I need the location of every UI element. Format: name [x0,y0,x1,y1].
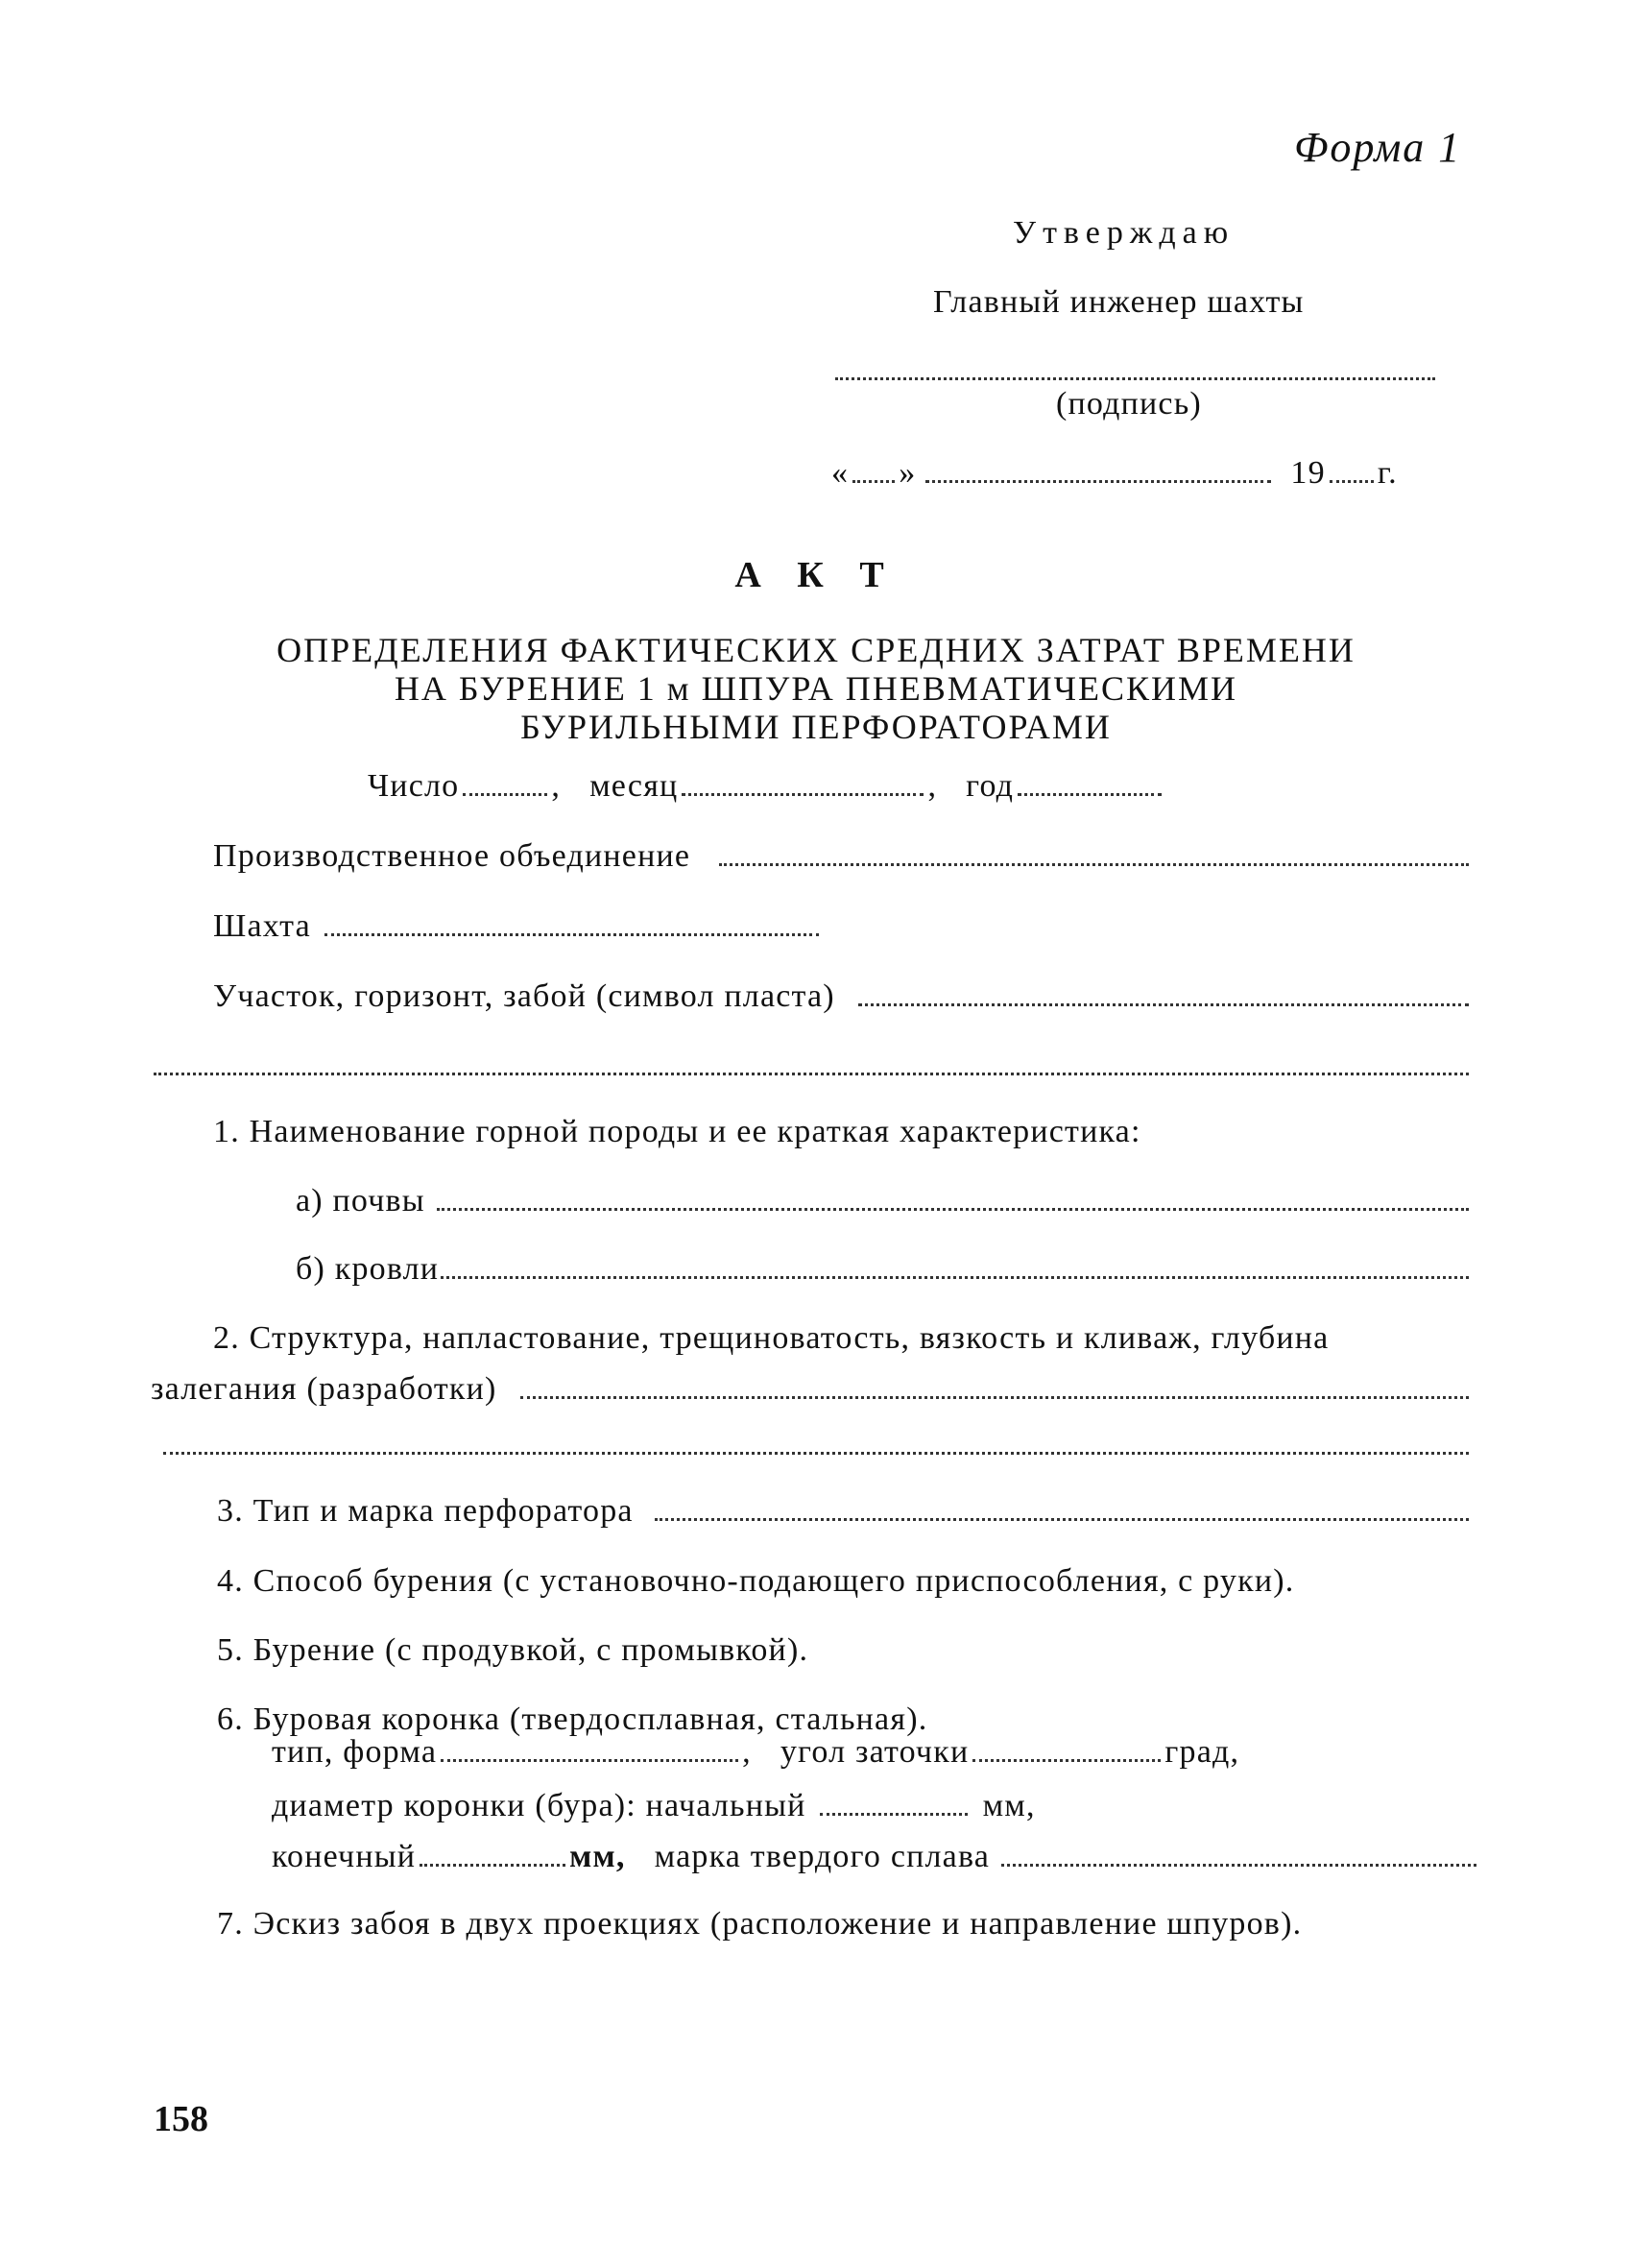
approval-date [831,455,1438,492]
item-3-label: 3. Тип и марка перфоратора [217,1493,634,1529]
date-close-quote: » [899,455,917,491]
association-label: Производственное объединение [213,838,691,874]
item-3-row [217,1493,1469,1530]
item-6-alloy-label: марка твердого сплава [654,1839,991,1874]
year-blank[interactable] [1330,480,1374,483]
mine-field[interactable] [324,933,819,936]
item-6-mm-comma: мм, [982,1788,1036,1823]
item-6-alloy-field[interactable] [1001,1864,1476,1867]
item-1b-field[interactable] [441,1276,1469,1279]
association-field[interactable] [719,863,1469,866]
item-6-type-label: тип, форма [272,1734,438,1770]
day-field[interactable] [463,793,547,796]
act-subtitle-line-3: БУРИЛЬНЫМИ ПЕРФОРАТОРАМИ [520,708,1112,746]
item-6-type-row [272,1734,1239,1771]
item-1a-label: а) почвы [296,1183,425,1218]
item-6-angle-field[interactable] [972,1759,1161,1762]
item-6-final-field[interactable] [420,1864,565,1867]
item-2-line-1: 2. Структура, напластование, трещиноватость, вязкость и кливаж, глубина [213,1320,1330,1356]
item-2-row [151,1371,1469,1408]
mine-row [213,908,823,945]
approval-title: Утверждаю [1013,215,1236,251]
item-1b-row [296,1251,1469,1288]
act-date-row [368,768,1165,805]
item-1a-field[interactable] [437,1208,1469,1211]
section-field-continuation[interactable] [154,1073,1469,1075]
month-label: месяц [589,768,679,804]
item-2-field-continuation[interactable] [163,1452,1469,1455]
item-5: 5. Бурение (с продувкой, с промывкой). [217,1632,809,1668]
item-6-deg: град, [1164,1734,1240,1770]
approval-position: Главный инженер шахты [933,284,1305,320]
section-field[interactable] [858,1003,1469,1006]
item-6-type-field[interactable] [441,1759,738,1762]
section-label: Участок, горизонт, забой (символ пласта) [213,978,835,1014]
item-3-field[interactable] [655,1518,1469,1521]
item-7: 7. Эскиз забоя в двух проекциях (расположение и направление шпуров). [217,1906,1303,1942]
item-6-diam-row [272,1788,1036,1824]
day-label: Число [368,768,460,804]
year-suffix: г. [1377,455,1398,491]
item-6-final-label: конечный [272,1839,417,1874]
page-number: 158 [154,2099,208,2139]
item-2-field[interactable] [520,1396,1469,1399]
mine-label: Шахта [213,908,311,944]
item-1a-row [296,1183,1469,1219]
act-subtitle-line-2: НА БУРЕНИЕ 1 м ШПУРА ПНЕВМАТИЧЕСКИМИ [394,669,1238,708]
item-1: 1. Наименование горной породы и ее краткая характеристика: [213,1114,1141,1149]
year-label: год [966,768,1015,804]
item-2-line-2: залегания (разработки) [151,1371,497,1407]
year-prefix: 19 [1290,455,1326,491]
item-6-line-1: 6. Буровая коронка (твердосплавная, стальная). [217,1701,928,1737]
act-subtitle-line-1: ОПРЕДЕЛЕНИЯ ФАКТИЧЕСКИХ СРЕДНИХ ЗАТРАТ ВРЕМЕНИ [276,631,1356,669]
item-4: 4. Способ бурения (с установочно-подающего приспособления, с руки). [217,1563,1295,1599]
association-row [213,838,1469,875]
month-field[interactable] [682,793,924,796]
item-6-angle-label: угол заточки [780,1734,970,1770]
form-label: Форма 1 [1294,124,1462,171]
signature-caption: (подпись) [1056,386,1202,422]
item-6-final-row [272,1839,1476,1875]
year-field[interactable] [1018,793,1162,796]
item-6-diam-field[interactable] [820,1813,968,1816]
date-open-quote: « [831,455,850,491]
comma: , [927,768,938,804]
signature-line[interactable] [835,377,1435,380]
item-1b-label: б) кровли [296,1251,440,1287]
item-6-mm-comma: мм, [569,1839,626,1874]
act-title: А К Т [734,555,898,595]
comma: , [551,768,562,804]
section-row [213,978,1469,1015]
month-blank[interactable] [925,480,1271,483]
comma: , [742,1734,752,1770]
item-6-diam-label: диаметр коронки (бура): начальный [272,1788,806,1823]
day-blank[interactable] [852,480,895,483]
